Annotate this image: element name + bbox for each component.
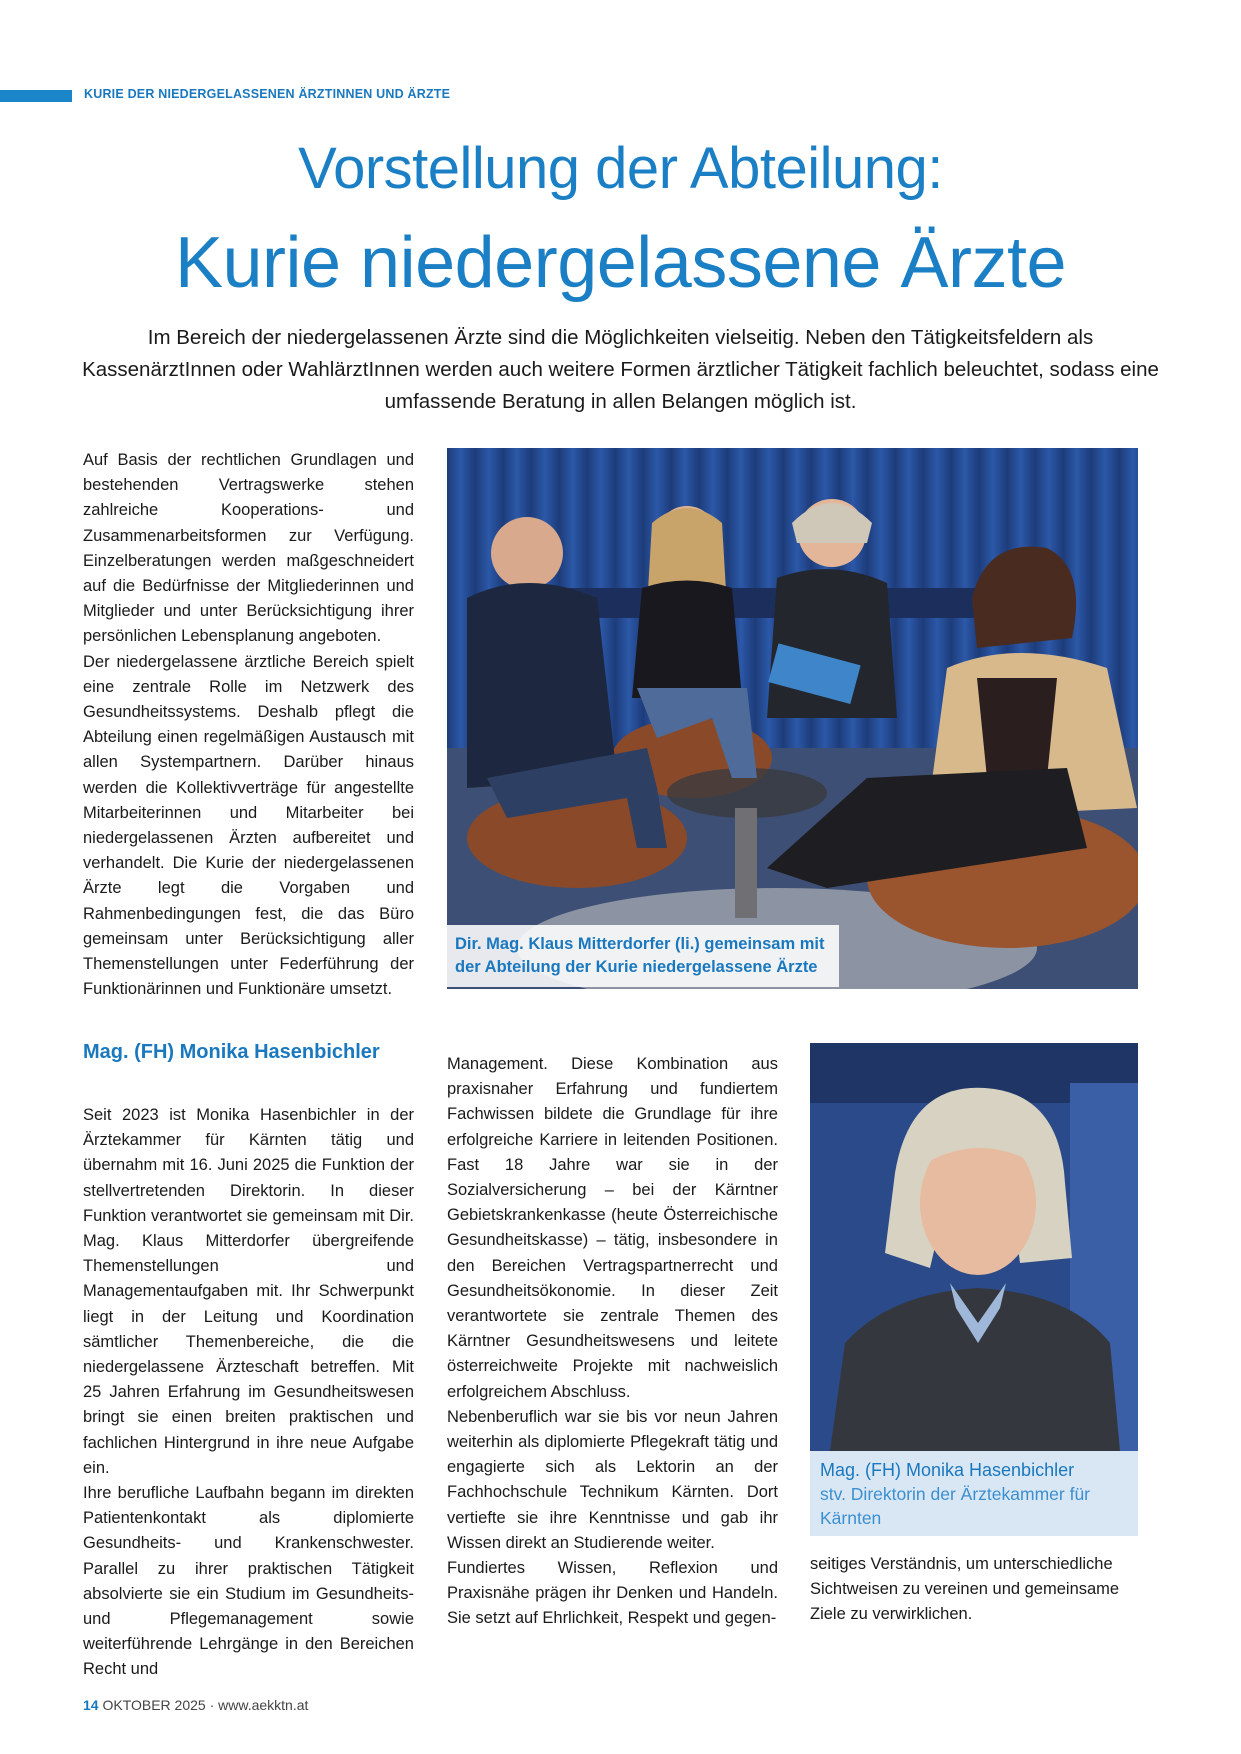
profile-column-b [447, 1052, 778, 1632]
profile-column-a [83, 1103, 414, 1683]
issue-info: OKTOBER 2025 · www.aekktn.at [102, 1697, 309, 1713]
portrait-caption [810, 1451, 1138, 1536]
page-title-line1: Vorstellung der Abteilung: [298, 136, 943, 201]
profile-column-c [810, 1552, 1155, 1628]
intro-paragraph-1: Auf Basis der rechtlichen Grundlagen und bestehenden Vertragswerke stehen zahlreiche Kooperations- und Zusammenarbeitsformen zur Verfügung. Einzelberatungen werden maßgeschneidert auf die Bedürfnisse der Mitgliederinnen und Mitglieder und unter Berücksichtigung ihrer persönlichen Lebensplanung angeboten. [83, 451, 414, 646]
profile-heading: Mag. (FH) Monika Hasenbichler [83, 1041, 380, 1063]
intro-column [83, 448, 414, 1002]
portrait-caption-name: Mag. (FH) Monika Hasenbichler [820, 1460, 1075, 1480]
profile-paragraph-1: Seit 2023 ist Monika Hasenbichler in der Ärztekammer für Kärnten tätig und übernahm mit 16. Juni 2025 die Funktion der stellvertretenden Direktorin. In dieser Funktion verantwortet sie gemeinsam mit Dir. Mag. Klaus Mitterdorfer übergreifende Themenstellungen und Managementaufgaben mit. Ihr Schwerpunkt liegt in der Leitung und Koordination sämtlicher Themenbereiche, die die niedergelassene Ärzteschaft betreffen. Mit 25 Jahren Erfahrung im Gesundheitswesen bringt sie einen breiten praktischen und fachlichen Hintergrund in ihre neue Aufgabe ein. [83, 1106, 414, 1477]
group-photo [447, 448, 1138, 989]
page-footer [83, 1697, 308, 1713]
group-photo-caption: Dir. Mag. Klaus Mitterdorfer (li.) gemeinsam mit der Abteilung der Kurie niedergelassene Ärzte [447, 925, 839, 987]
lead-paragraph: Im Bereich der niedergelassenen Ärzte sind die Möglichkeiten vielseitig. Neben den Tätigkeitsfeldern als KassenärztInnen oder WahlärztInnen werden auch weitere Formen ärztlicher Tätigkeit fachlich beleuchtet, sodass eine umfassende Beratung in allen Belangen möglich ist. [82, 326, 1159, 413]
portrait-photo [810, 1043, 1138, 1451]
profile-paragraph-4: Nebenberuflich war sie bis vor neun Jahren weiterhin als diplomierte Pflegekraft tätig und engagierte sich als Lektorin an der Fachhochschule Technikum Kärnten. Dort vertiefte sie ihre Kenntnisse und gab ihr Wissen direkt an Studierende weiter. [447, 1407, 778, 1552]
intro-paragraph-2: Der niedergelassene ärztliche Bereich spielt eine zentrale Rolle im Netzwerk des Gesundheitssystems. Deshalb pflegt die Abteilung einen regelmäßigen Austausch mit allen Systempartnern. Darüber hinaus werden die Kollektivverträge für angestellte Mitarbeiterinnen und Mitarbeiter bei niedergelassenen Ärzten aufbereitet und verhandelt. Die Kurie der niedergelassenen Ärzte legt die Vorgaben und Rahmenbedingungen fest, die das Büro gemeinsam unter Berücksichtigung aller Themenstellungen unter Federführung der Funktionärinnen und Funktionäre umsetzt. [83, 652, 414, 999]
page-title-line2: Kurie niedergelassene Ärzte [174, 223, 1067, 303]
group-photo-illustration [447, 448, 1138, 989]
kicker-bar [0, 90, 72, 102]
page-number: 14 [83, 1697, 99, 1713]
portrait-caption-role: stv. Direktorin der Ärztekammer für Kärnten [820, 1484, 1091, 1528]
section-kicker: KURIE DER NIEDERGELASSENEN ÄRZTINNEN UND ÄRZTE [84, 87, 451, 101]
profile-paragraph-2: Ihre berufliche Laufbahn begann im direkten Patientenkontakt als diplomierte Gesundheits- und Krankenschwester. Parallel zu ihrer praktischen Tätigkeit absolvierte sie ein Studium im Gesundheits- und Pflegemanagement sowie weiterführende Lehrgänge in den Bereichen Recht und [83, 1484, 414, 1679]
profile-paragraph-3: Management. Diese Kombination aus praxisnaher Erfahrung und fundiertem Fachwissen bildete die Grundlage für ihre erfolgreiche Karriere in leitenden Positionen. Fast 18 Jahre war sie in der Sozialversicherung – bei der Kärntner Gebietskrankenkasse (heute Österreichische Gesundheitskasse) – tätig, insbesondere in den Bereichen Vertragspartnerrecht und Gesundheitsökonomie. In dieser Zeit verantwortete sie zentrale Themen des Kärntner Gesundheitswesens und leitete österreichweite Projekte mit nachweislich erfolgreichem Abschluss. [447, 1055, 778, 1401]
profile-paragraph-6: seitiges Verständnis, um unterschiedliche Sichtweisen zu vereinen und gemeinsame Ziele zu verwirklichen. [810, 1555, 1120, 1624]
portrait-illustration [810, 1043, 1138, 1451]
profile-paragraph-5: Fundiertes Wissen, Reflexion und Praxisnähe prägen ihr Denken und Handeln. Sie setzt auf Ehrlichkeit, Respekt und gegen- [447, 1559, 778, 1628]
